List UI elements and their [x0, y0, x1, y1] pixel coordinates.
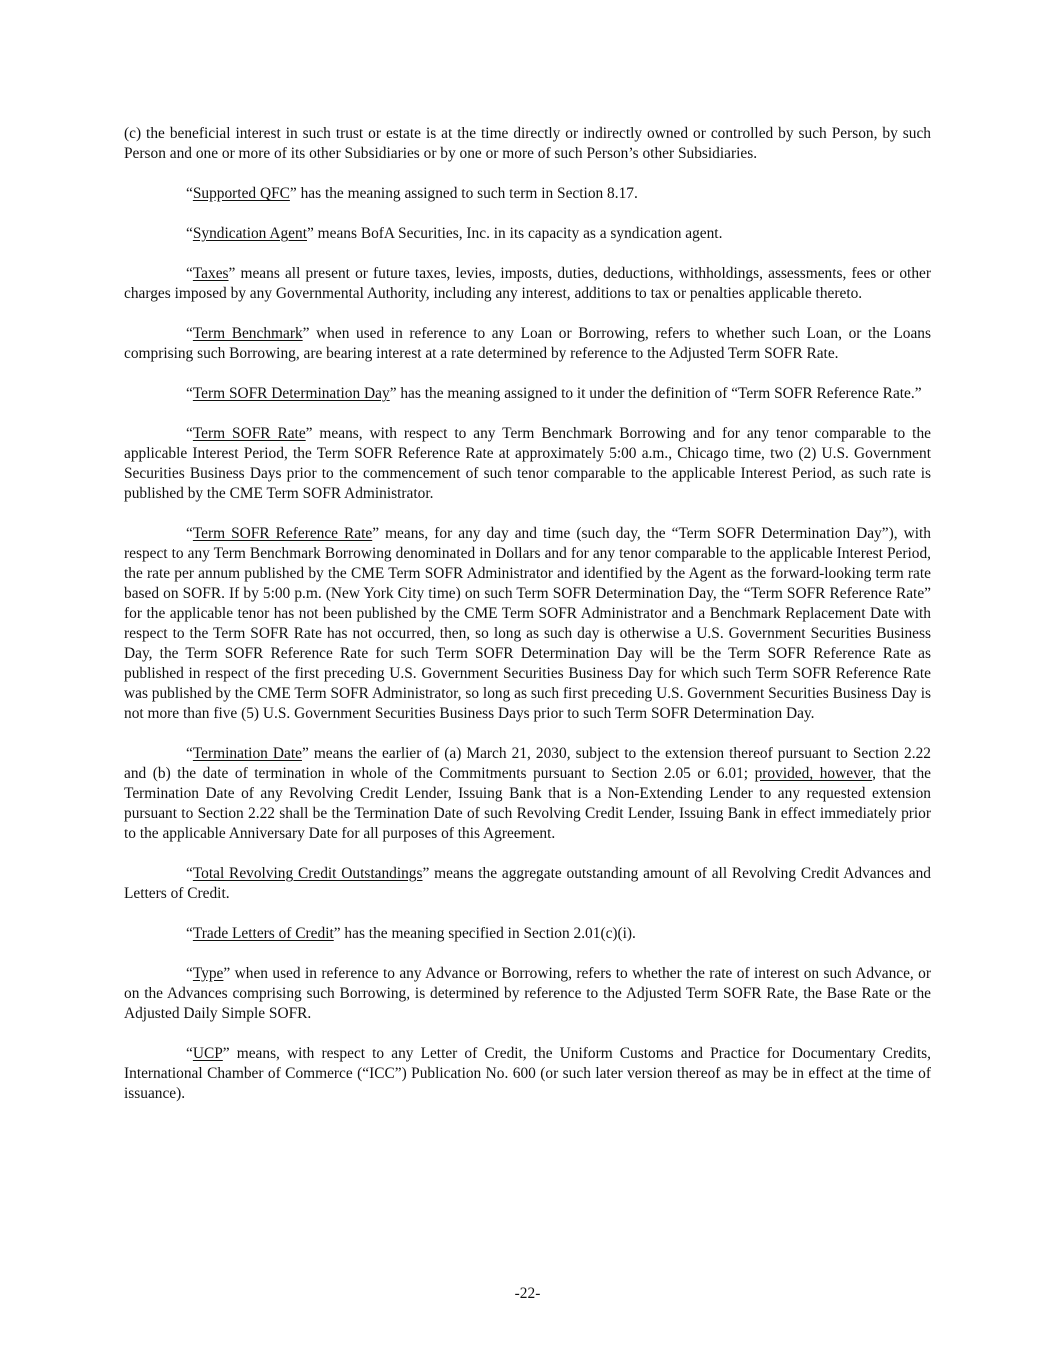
proviso-term: provided, however	[754, 765, 873, 782]
defined-term: Total Revolving Credit Outstandings	[192, 865, 423, 882]
definition-term-sofr-reference-rate: “Term SOFR Reference Rate” means, for any day and time (such day, the “Term SOFR Determination Day”), with respect to any Term Benchmark Borrowing denominated in Dollars and for any tenor comparable to the applicable Interest Period, the rate per annum published by the CME Term SOFR Administrator and identified by the Agent as the forward-looking term rate based on SOFR. If by 5:00 p.m. (New York City time) on such Term SOFR Determination Day, the “Term SOFR Reference Rate” for the applicable tenor has not been published by the CME Term SOFR Administrator and a Benchmark Replacement Date with respect to the Term SOFR Rate has not occurred, then, so long as such day is otherwise a U.S. Government Securities Business Day, the Term SOFR Reference Rate for such Term SOFR Determination Day will be the Term SOFR Reference Rate as published in respect of the first preceding U.S. Government Securities Business Day for which such Term SOFR Reference Rate was published by the CME Term SOFR Administrator, so long as such first preceding U.S. Government Securities Business Day is not more than five (5) U.S. Government Securities Business Days prior to such Term SOFR Determination Day.	[124, 525, 931, 722]
defined-term: Termination Date	[192, 745, 302, 762]
defined-term: Term SOFR Reference Rate	[192, 525, 373, 542]
document-page	[124, 124, 931, 1124]
continuation-paragraph: (c) the beneficial interest in such trust or estate is at the time directly or indirectly owned or controlled by such Person, by such Person and one or more of its other Subsidiaries or by one or more of such Person’s other Subsidiaries.	[124, 125, 931, 162]
definition-term-benchmark: “Term Benchmark” when used in reference to any Loan or Borrowing, refers to whether such Loan, or the Loans comprising such Borrowing, are bearing interest at a rate determined by reference to the Adjusted Term SOFR Rate.	[124, 325, 931, 362]
defined-term: Term SOFR Determination Day	[192, 385, 390, 402]
defined-term: Term Benchmark	[192, 325, 303, 342]
definition-syndication-agent: “Syndication Agent” means BofA Securities, Inc. in its capacity as a syndication agent.	[186, 225, 723, 242]
definition-term-sofr-determination-day: “Term SOFR Determination Day” has the meaning assigned to it under the definition of “Term SOFR Reference Rate.”	[186, 385, 922, 402]
defined-term: UCP	[192, 1045, 223, 1062]
definition-type: “Type” when used in reference to any Advance or Borrowing, refers to whether the rate of interest on such Advance, or on the Advances comprising such Borrowing, is determined by reference to the Adjusted Term SOFR Rate, the Base Rate or the Adjusted Daily Simple SOFR.	[124, 965, 931, 1022]
page-number: -22-	[514, 1285, 541, 1302]
defined-term: Trade Letters of Credit	[192, 925, 334, 942]
definition-taxes: “Taxes” means all present or future taxes, levies, imposts, duties, deductions, withholdings, assessments, fees or other charges imposed by any Governmental Authority, including any interest, additions to tax or penalties applicable thereto.	[124, 265, 931, 302]
defined-term: Supported QFC	[192, 185, 290, 202]
definition-total-revolving-credit-outstandings: “Total Revolving Credit Outstandings” means the aggregate outstanding amount of all Revolving Credit Advances and Letters of Credit.	[124, 865, 931, 902]
defined-term: Syndication Agent	[192, 225, 307, 242]
defined-term: Term SOFR Rate	[192, 425, 306, 442]
defined-term: Taxes	[192, 265, 229, 282]
definition-termination-date: “Termination Date” means the earlier of (a) March 21, 2030, subject to the extension thereof pursuant to Section 2.22 and (b) the date of termination in whole of the Commitments pursuant to Section 2.05 or 6.01; provided, however, that the Termination Date of any Revolving Credit Lender, Issuing Bank that is a Non-Extending Lender to any requested extension pursuant to Section 2.22 shall be the Termination Date of such Revolving Credit Lender, Issuing Bank in effect immediately prior to the applicable Anniversary Date for all purposes of this Agreement.	[124, 745, 931, 842]
definition-trade-letters-of-credit: “Trade Letters of Credit” has the meaning specified in Section 2.01(c)(i).	[186, 925, 636, 942]
definition-term-sofr-rate: “Term SOFR Rate” means, with respect to any Term Benchmark Borrowing and for any tenor comparable to the applicable Interest Period, the Term SOFR Reference Rate at approximately 5:00 a.m., Chicago time, two (2) U.S. Government Securities Business Days prior to the commencement of such tenor comparable to the applicable Interest Period, as such rate is published by the CME Term SOFR Administrator.	[124, 425, 931, 502]
definition-supported-qfc: “Supported QFC” has the meaning assigned to such term in Section 8.17.	[186, 185, 638, 202]
defined-term: Type	[192, 965, 224, 982]
definition-ucp: “UCP” means, with respect to any Letter of Credit, the Uniform Customs and Practice for Documentary Credits, International Chamber of Commerce (“ICC”) Publication No. 600 (or such later version thereof as may be in effect at the time of issuance).	[124, 1045, 931, 1102]
